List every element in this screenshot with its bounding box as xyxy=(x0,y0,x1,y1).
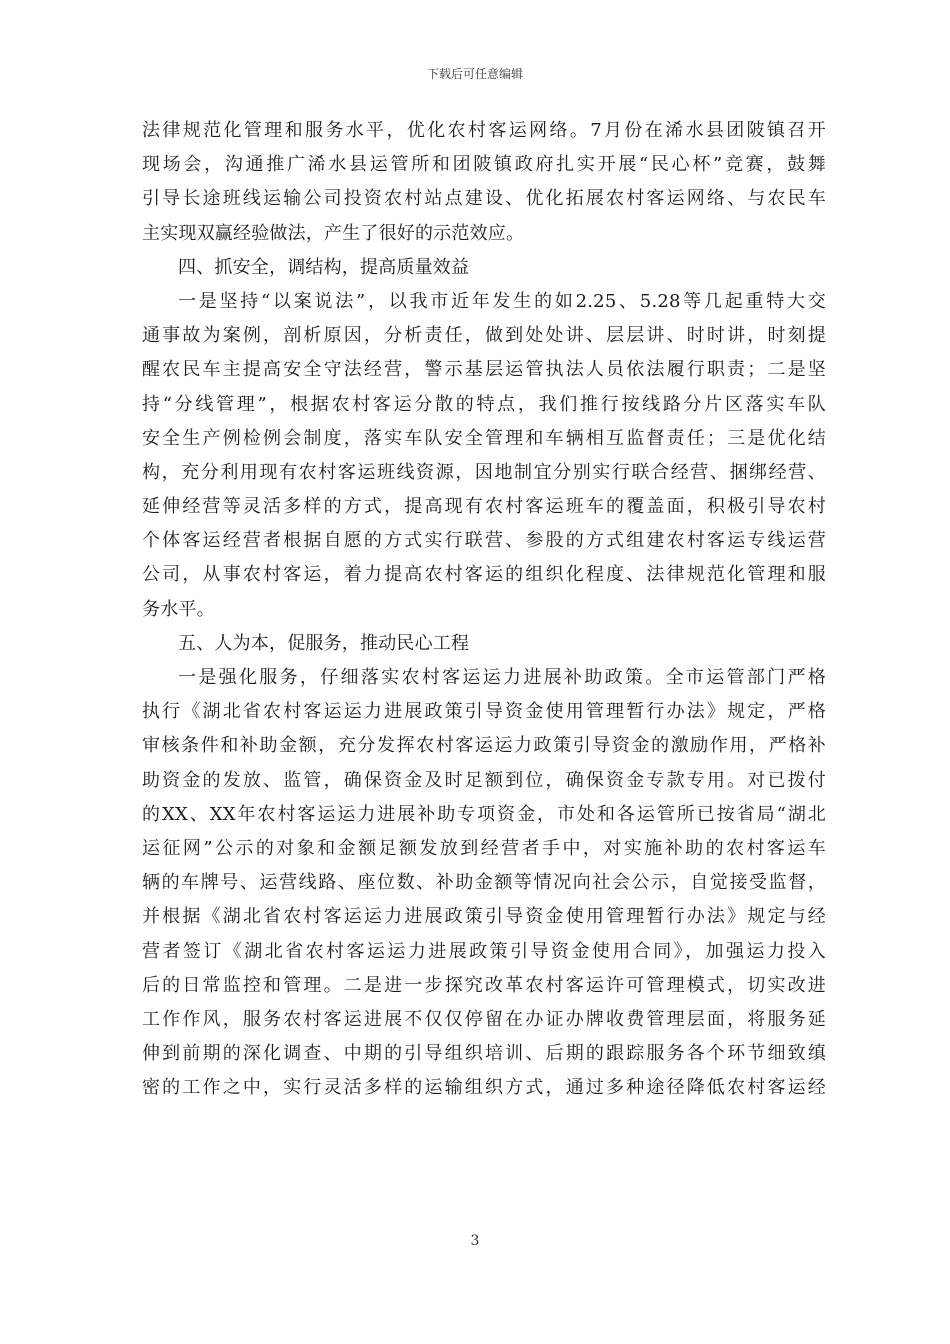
text-line: 伸到前期的深化调查、中期的引导组织培训、后期的跟踪服务各个环节细致缜 xyxy=(142,1043,826,1065)
text-line: 法律规范化管理和服务水平，优化农村客运网络。7月份在浠水县团陂镇召开 xyxy=(142,120,826,141)
text-line: 营者签订《湖北省农村客运运力进展政策引导资金使用合同》，加强运力投入 xyxy=(142,940,826,962)
text-line: 安全生产例检例会制度，落实车队安全管理和车辆相互监督责任；三是优化结 xyxy=(142,427,826,449)
text-line: 现场会，沟通推广浠水县运管所和团陂镇政府扎实开展“民心杯”竞赛，鼓舞 xyxy=(142,154,826,176)
text-line: 持“分线管理”，根据农村客运分散的特点，我们推行按线路分片区落实车队 xyxy=(142,393,826,415)
text-line: 五、人为本，促服务，推动民心工程 xyxy=(178,632,470,654)
text-line: 运征网”公示的对象和金额足额发放到经营者手中，对实施补助的农村客运车 xyxy=(142,837,826,859)
text-line: 公司，从事农村客运，着力提高农村客运的组织化程度、法律规范化管理和服 xyxy=(142,564,826,586)
text-line: 工作作风，服务农村客运进展不仅仅停留在办证办牌收费管理层面，将服务延 xyxy=(142,1008,826,1030)
text-line: 助资金的发放、监管，确保资金及时足额到位，确保资金专款专用。对已拨付 xyxy=(142,769,826,791)
text-line: 审核条件和补助金额，充分发挥农村客运运力政策引导资金的激励作用，严格补 xyxy=(142,735,826,757)
text-line: 并根据《湖北省农村客运运力进展政策引导资金使用管理暂行办法》规定与经 xyxy=(142,906,826,928)
page-header: 下载后可任意编辑 xyxy=(426,67,523,81)
text-line: 主实现双赢经验做法，产生了很好的示范效应。 xyxy=(142,222,525,244)
text-line: 引导长途班线运输公司投资农村站点建设、优化拓展农村客运网络、与农民车 xyxy=(142,188,826,210)
text-line: 通事故为案例，剖析原因，分析责任，做到处处讲、层层讲、时时讲，时刻提 xyxy=(142,325,826,347)
text-line: 的XX、XX年农村客运运力进展补助专项资金，市处和各运管所已按省局“湖北 xyxy=(142,803,826,825)
text-line: 构，充分利用现有农村客运班线资源，因地制宜分别实行联合经营、捆绑经营、 xyxy=(142,461,826,483)
text-line: 辆的车牌号、运营线路、座位数、补助金额等情况向社会公示，自觉接受监督， xyxy=(142,872,826,894)
text-line: 务水平。 xyxy=(142,598,215,620)
text-line: 一是坚持“以案说法”，以我市近年发生的如2.25、5.28等几起重特大交 xyxy=(178,290,826,312)
text-line: 后的日常监控和管理。二是进一步探究改革农村客运许可管理模式，切实改进 xyxy=(142,974,826,996)
text-line: 延伸经营等灵活多样的方式，提高现有农村客运班车的覆盖面，积极引导农村 xyxy=(142,496,826,518)
document-body xyxy=(142,114,826,1105)
text-line: 执行《湖北省农村客运运力进展政策引导资金使用管理暂行办法》规定，严格 xyxy=(142,701,826,723)
text-line: 个体客运经营者根据自愿的方式实行联营、参股的方式组建农村客运专线运营 xyxy=(142,530,826,552)
text-line: 密的工作之中，实行灵活多样的运输组织方式，通过多种途径降低农村客运经 xyxy=(142,1077,826,1099)
page-number: 3 xyxy=(470,1233,480,1249)
text-line: 一是强化服务，仔细落实农村客运运力进展补助政策。全市运管部门严格 xyxy=(178,667,826,688)
text-line: 醒农民车主提高安全守法经营，警示基层运管执法人员依法履行职责；二是坚 xyxy=(142,359,826,381)
text-line: 四、抓安全，调结构，提高质量效益 xyxy=(178,256,470,278)
